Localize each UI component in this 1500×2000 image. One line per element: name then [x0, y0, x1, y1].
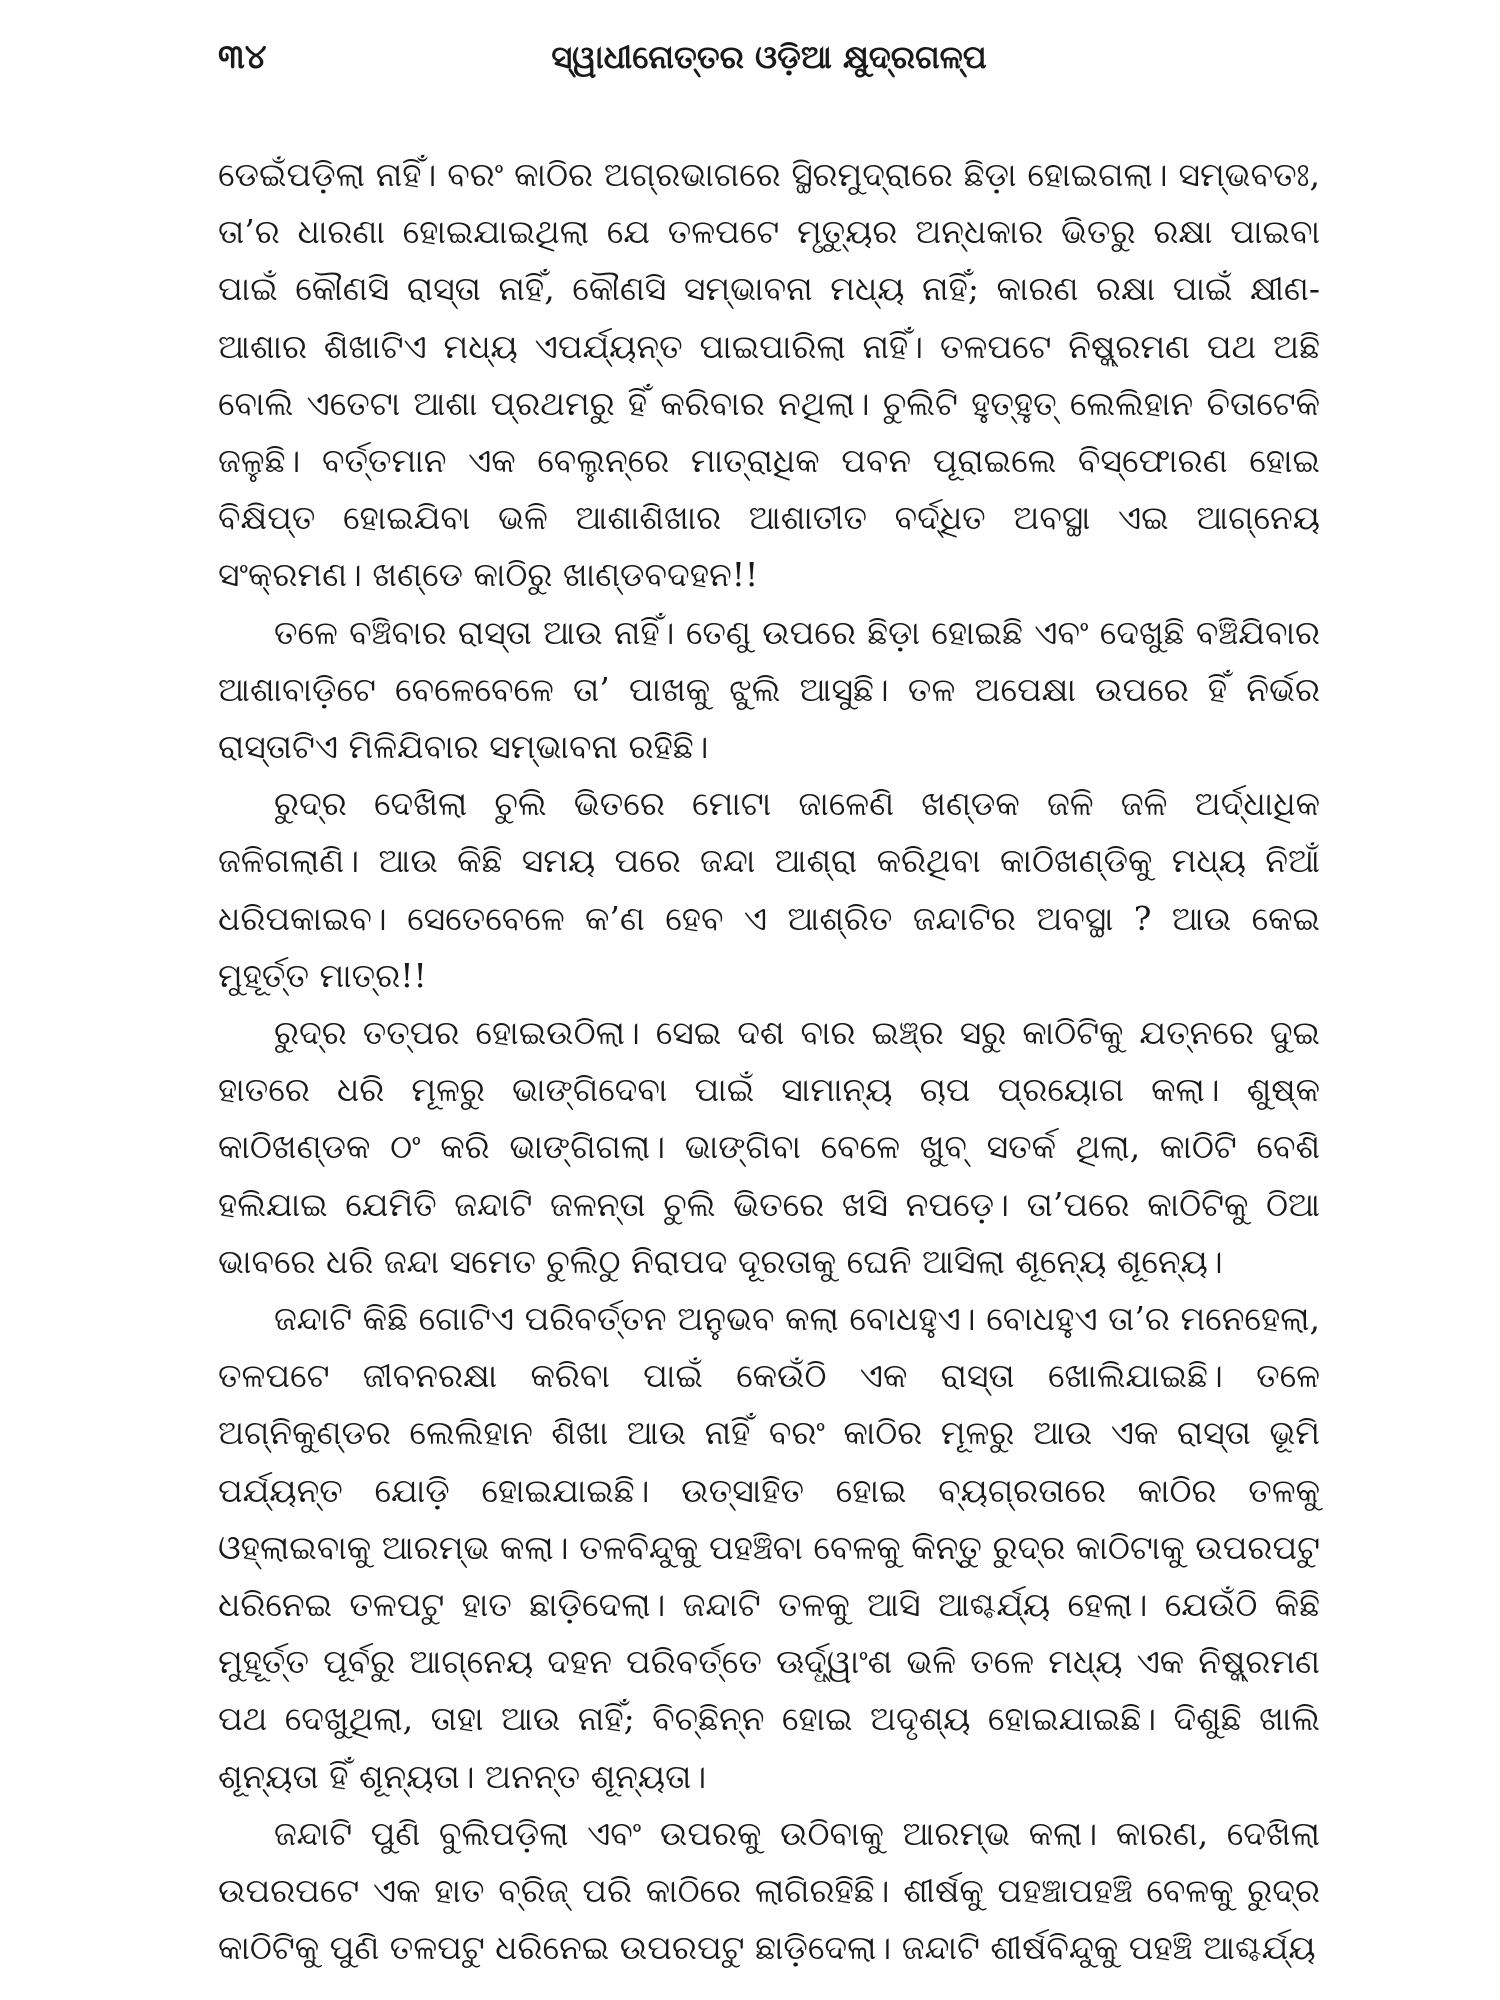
page-number: ୩୪	[218, 37, 267, 77]
paragraph-2: ତଳେ ବଞ୍ଚିବାର ରାସ୍ତା ଆଉ ନାହିଁ। ତେଣୁ ଉପରେ ଛିଡ଼ା ହୋଇଛି ଏବଂ ଦେଖୁଛି ବଞ୍ଚିଯିବାର ଆଶାବାଡ଼ିଟେ ବେଳେବେଳେ ତା’ ପାଖକୁ ଝୁଲି ଆସୁଛି। ତଳ ଅପେକ୍ଷା ଉପରେ ହିଁ ନିର୍ଭର ରାସ୍ତାଟିଏ ମିଳିଯିବାର ସମ୍ଭାବନା ରହିଛି।	[218, 612, 1320, 767]
paragraph-3: ରୁଦ୍ର ଦେଖିଲା ଚୁଲି ଭିତରେ ମୋଟା ଜାଳେଣି ଖଣ୍ଡକ ଜଳି ଜଳି ଅର୍ଦ୍ଧାଧିକ ଜଳିଗଲାଣି। ଆଉ କିଛି ସମୟ ପରେ ଜନ୍ଦା ଆଶ୍ରା କରିଥିବା କାଠିଖଣ୍ଡିକୁ ମଧ୍ୟ ନିଆଁ ଧରିପକାଇବ। ସେତେବେଳେ କ’ଣ ହେବ ଏ ଆଶ୍ରିତ ଜନ୍ଦାଟିର ଅବସ୍ଥା ? ଆଉ କେଇ ମୁହୂର୍ତ୍ତ ମାତ୍ର!!	[218, 784, 1320, 995]
paragraph-6: ଜନ୍ଦାଟି ପୁଣି ବୁଲିପଡ଼ିଲା ଏବଂ ଉପରକୁ ଉଠିବାକୁ ଆରମ୍ଭ କଲା। କାରଣ, ଦେଖିଲା ଉପରପଟେ ଏକ ହାତ ବ୍ରିଜ୍ ପରି କାଠିରେ ଲାଗିରହିଛି। ଶୀର୍ଷକୁ ପହଞ୍ଚାପହଞ୍ଚି ବେଳକୁ ରୁଦ୍ର କାଠିଟିକୁ ପୁଣି ତଳପଟୁ ଧରିନେଇ ଉପରପଟୁ ଛାଡ଼ିଦେଲା। ଜନ୍ଦାଟି ଶୀର୍ଷବିନ୍ଦୁକୁ ପହଞ୍ଚି ଆଶ୍ଚର୍ଯ୍ୟ	[218, 1813, 1320, 1968]
paragraph-4: ରୁଦ୍ର ତତ୍ପର ହୋଇଉଠିଲା। ସେଇ ଦଶ ବାର ଇଞ୍ଚ୍‌ର ସରୁ କାଠିଟିକୁ ଯତ୍ନରେ ଦୁଇ ହାତରେ ଧରି ମୂଳରୁ ଭାଙ୍ଗିଦେବା ପାଇଁ ସାମାନ୍ୟ ଚାପ ପ୍ରୟୋଗ କଲା। ଶୁଷ୍କ କାଠିଖଣ୍ଡକ ଠଂ କରି ଭାଙ୍ଗିଗଲା। ଭାଙ୍ଗିବା ବେଳେ ଖୁବ୍ ସତର୍କ ଥିଲା, କାଠିଟି ବେଶି ହଲିଯାଇ ଯେମିତି ଜନ୍ଦାଟି ଜଳନ୍ତା ଚୁଲି ଭିତରେ ଖସି ନପଡ଼େ। ତା’ପରେ କାଠିଟିକୁ ଠିଆ ଭାବରେ ଧରି ଜନ୍ଦା ସମେତ ଚୁଲିଠୁ ନିରାପଦ ଦୂରତାକୁ ଘେନି ଆସିଲା ଶୂନ୍ୟେ ଶୂନ୍ୟେ।	[218, 1013, 1320, 1281]
running-header	[218, 32, 1320, 82]
paragraph-1: ଡେଇଁପଡ଼ିଲା ନାହିଁ। ବରଂ କାଠିର ଅଗ୍ରଭାଗରେ ସ୍ଥିରମୁଦ୍ରାରେ ଛିଡ଼ା ହୋଇଗଲା। ସମ୍ଭବତଃ, ତା’ର ଧାରଣା ହୋଇଯାଇଥିଲା ଯେ ତଳପଟେ ମୃତ୍ୟୁର ଅନ୍ଧକାର ଭିତରୁ ରକ୍ଷା ପାଇବା ପାଇଁ କୌଣସି ରାସ୍ତା ନାହିଁ, କୌଣସି ସମ୍ଭାବନା ମଧ୍ୟ ନାହିଁ; କାରଣ ରକ୍ଷା ପାଇଁ କ୍ଷୀଣ-ଆଶାର ଶିଖାଟିଏ ମଧ୍ୟ ଏପର୍ଯ୍ୟନ୍ତ ପାଇପାରିଲା ନାହିଁ। ତଳପଟେ ନିଷ୍କ୍ରମଣ ପଥ ଅଛି ବୋଲି ଏତେଟା ଆଶା ପ୍ରଥମରୁ ହିଁ କରିବାର ନଥିଲା। ଚୁଲିଟି ହୁତ୍‌ହୁତ୍ ଲେଲିହାନ ଚିତାଟେକି ଜଳୁଛି। ବର୍ତ୍ତମାନ ଏକ ବେଲୁନ୍‌ରେ ମାତ୍ରାଧିକ ପବନ ପୂରାଇଲେ ବିସ୍ଫୋରଣ ହୋଇ ବିକ୍ଷିପ୍ତ ହୋଇଯିବା ଭଳି ଆଶାଶିଖାର ଆଶାତୀତ ବର୍ଦ୍ଧିତ ଅବସ୍ଥା ଏଇ ଆଗ୍ନେୟ ସଂକ୍ରମଣ। ଖଣ୍ଡେ କାଠିରୁ ଖାଣ୍ଡବଦହନ!!	[218, 155, 1320, 595]
paragraph-5: ଜନ୍ଦାଟି କିଛି ଗୋଟିଏ ପରିବର୍ତ୍ତନ ଅନୁଭବ କଲା ବୋଧହୁଏ। ବୋଧହୁଏ ତା’ର ମନେହେଲା, ତଳପଟେ ଜୀବନରକ୍ଷା କରିବା ପାଇଁ କେଉଁଠି ଏକ ରାସ୍ତା ଖୋଲିଯାଇଛି। ତଳେ ଅଗ୍ନିକୁଣ୍ଡର ଲେଲିହାନ ଶିଖା ଆଉ ନାହିଁ ବରଂ କାଠିର ମୂଳରୁ ଆଉ ଏକ ରାସ୍ତା ଭୂମି ପର୍ଯ୍ୟନ୍ତ ଯୋଡ଼ି ହୋଇଯାଇଛି। ଉତ୍ସାହିତ ହୋଇ ବ୍ୟଗ୍ରତାରେ କାଠିର ତଳକୁ ଓହ୍ଲାଇବାକୁ ଆରମ୍ଭ କଲା। ତଳବିନ୍ଦୁକୁ ପହଞ୍ଚିବା ବେଳକୁ କିନ୍ତୁ ରୁଦ୍ର କାଠିଟାକୁ ଉପରପଟୁ ଧରିନେଇ ତଳପଟୁ ହାତ ଛାଡ଼ିଦେଲା। ଜନ୍ଦାଟି ତଳକୁ ଆସି ଆଶ୍ଚର୍ଯ୍ୟ ହେଲା। ଯେଉଁଠି କିଛି ମୁହୂର୍ତ୍ତ ପୂର୍ବରୁ ଆଗ୍ନେୟ ଦହନ ପରିବର୍ତ୍ତେ ଊର୍ଦ୍ଧ୍ୱାଂଶ ଭଳି ତଳେ ମଧ୍ୟ ଏକ ନିଷ୍କ୍ରମଣ ପଥ ଦେଖୁଥିଲା, ତାହା ଆଉ ନାହିଁ; ବିଚ୍ଛିନ୍ନ ହୋଇ ଅଦୃଶ୍ୟ ହୋଇଯାଇଛି। ଦିଶୁଛି ଖାଲି ଶୂନ୍ୟତା ହିଁ ଶୂନ୍ୟତା। ଅନନ୍ତ ଶୂନ୍ୟତା।	[218, 1299, 1320, 1796]
story-text	[218, 146, 1320, 1977]
book-title: ସ୍ୱାଧୀନୋତ୍ତର ଓଡ଼ିଆ କ୍ଷୁଦ୍ରଗଳ୍ପ	[551, 38, 987, 76]
